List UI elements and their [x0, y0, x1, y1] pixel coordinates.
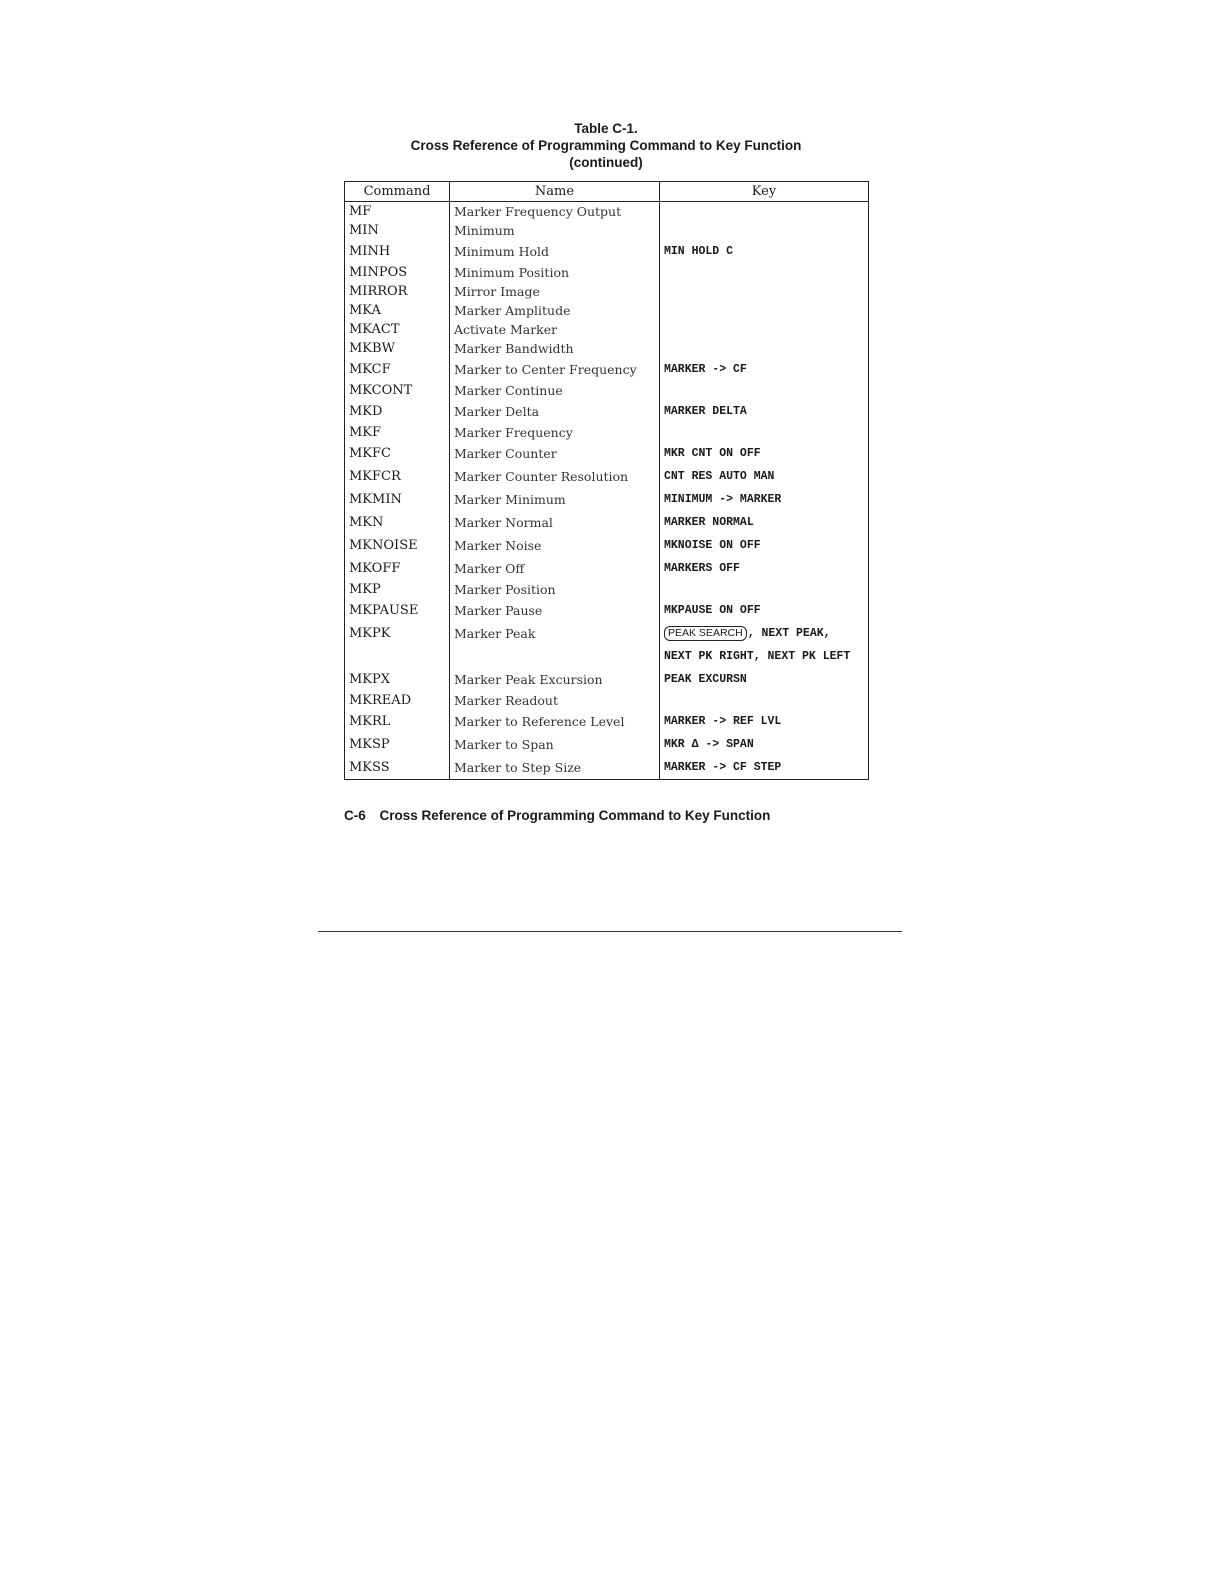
command-cell: MKREAD	[349, 693, 412, 708]
key-cell: MARKER -> CF	[660, 358, 869, 381]
table-row	[345, 423, 869, 442]
key-cell: PEAK EXCURSN	[660, 668, 869, 691]
table-row	[345, 645, 869, 668]
table-caption	[344, 120, 868, 171]
table-number: Table C-1.	[574, 121, 638, 136]
name-cell: Mirror Image	[450, 282, 660, 301]
command-cell: MKA	[349, 303, 381, 318]
key-cell	[660, 282, 869, 301]
table-row	[345, 202, 869, 222]
key-cell: MIN HOLD C	[660, 240, 869, 263]
name-cell: Marker to Center Frequency	[450, 358, 660, 381]
key-cell	[660, 423, 869, 442]
key-cell: MARKER DELTA	[660, 400, 869, 423]
name-cell	[450, 645, 660, 668]
name-cell: Marker Peak	[450, 622, 660, 645]
key-cell: MKR CNT ON OFF	[660, 442, 869, 465]
key-cell-text: , NEXT PEAK,	[747, 627, 831, 640]
key-cell	[660, 622, 869, 645]
name-cell: Marker Readout	[450, 691, 660, 710]
name-cell: Marker Continue	[450, 381, 660, 400]
column-header-command: Command	[345, 182, 450, 202]
name-cell: Minimum Position	[450, 263, 660, 282]
table-row	[345, 263, 869, 282]
key-cell: MARKERS OFF	[660, 557, 869, 580]
table-row	[345, 381, 869, 400]
key-cell	[660, 580, 869, 599]
name-cell: Marker to Span	[450, 733, 660, 756]
key-cell: MINIMUM -> MARKER	[660, 488, 869, 511]
table-row	[345, 339, 869, 358]
name-cell: Marker Frequency Output	[450, 202, 660, 222]
name-cell: Marker Delta	[450, 400, 660, 423]
command-cell: MKD	[349, 404, 383, 419]
name-cell: Marker Frequency	[450, 423, 660, 442]
table-row	[345, 320, 869, 339]
command-cell: MKPAUSE	[349, 603, 419, 618]
key-cell: MKPAUSE ON OFF	[660, 599, 869, 622]
name-cell: Marker Noise	[450, 534, 660, 557]
key-cell	[660, 320, 869, 339]
key-cell	[660, 339, 869, 358]
key-cell: MKNOISE ON OFF	[660, 534, 869, 557]
command-cell: MKACT	[349, 322, 400, 337]
command-cell: MKCF	[349, 362, 391, 377]
command-cell: MIRROR	[349, 284, 408, 299]
name-cell: Marker Pause	[450, 599, 660, 622]
table-row	[345, 301, 869, 320]
command-cell: MKN	[349, 515, 384, 530]
name-cell: Marker Position	[450, 580, 660, 599]
page-footer	[344, 808, 770, 823]
column-header-key: Key	[660, 182, 869, 202]
table-row	[345, 400, 869, 423]
name-cell: Activate Marker	[450, 320, 660, 339]
key-cell	[660, 301, 869, 320]
name-cell: Marker to Reference Level	[450, 710, 660, 733]
table-row	[345, 557, 869, 580]
table-row	[345, 710, 869, 733]
key-cell	[660, 221, 869, 240]
name-cell: Marker to Step Size	[450, 756, 660, 780]
column-header-name: Name	[450, 182, 660, 202]
key-cell	[660, 381, 869, 400]
horizontal-rule	[318, 931, 902, 932]
command-cell: MKCONT	[349, 383, 413, 398]
command-cell: MINPOS	[349, 265, 408, 280]
key-cell: CNT RES AUTO MAN	[660, 465, 869, 488]
command-cell: MKF	[349, 425, 382, 440]
command-cell: MKSS	[349, 760, 390, 775]
table-row	[345, 622, 869, 645]
command-cell: MKNOISE	[349, 538, 418, 553]
cross-reference-table	[344, 181, 869, 780]
name-cell: Marker Bandwidth	[450, 339, 660, 358]
command-cell	[345, 645, 450, 668]
name-cell: Marker Counter	[450, 442, 660, 465]
table-row	[345, 442, 869, 465]
command-cell: MKP	[349, 582, 381, 597]
key-cell	[660, 691, 869, 710]
key-cell	[660, 202, 869, 222]
command-cell: MF	[349, 204, 372, 219]
key-cell: MARKER NORMAL	[660, 511, 869, 534]
command-cell: MKFCR	[349, 469, 401, 484]
table-continued: (continued)	[569, 155, 643, 170]
table-row	[345, 282, 869, 301]
key-cell: MARKER -> REF LVL	[660, 710, 869, 733]
name-cell: Marker Counter Resolution	[450, 465, 660, 488]
table-row	[345, 691, 869, 710]
peak-search-hardkey: PEAK SEARCH	[664, 626, 747, 641]
command-cell: MKOFF	[349, 561, 401, 576]
command-cell: MKMIN	[349, 492, 402, 507]
table-row	[345, 668, 869, 691]
key-cell: MKR Δ -> SPAN	[660, 733, 869, 756]
command-cell: MIN	[349, 223, 379, 238]
table-row	[345, 580, 869, 599]
name-cell: Minimum Hold	[450, 240, 660, 263]
table-row	[345, 358, 869, 381]
table-row	[345, 599, 869, 622]
name-cell: Marker Amplitude	[450, 301, 660, 320]
table-row	[345, 511, 869, 534]
command-cell: MKBW	[349, 341, 395, 356]
footer-title: Cross Reference of Programming Command to Key Function	[379, 808, 771, 823]
command-cell: MKRL	[349, 714, 391, 729]
table-row	[345, 465, 869, 488]
name-cell: Minimum	[450, 221, 660, 240]
key-cell: MARKER -> CF STEP	[660, 756, 869, 780]
command-cell: MKPX	[349, 672, 391, 687]
table-title: Cross Reference of Programming Command to Key Function	[410, 138, 802, 153]
table-row	[345, 488, 869, 511]
table-row	[345, 733, 869, 756]
command-cell: MKPK	[349, 626, 391, 641]
name-cell: Marker Normal	[450, 511, 660, 534]
name-cell: Marker Minimum	[450, 488, 660, 511]
key-cell	[660, 263, 869, 282]
key-cell: NEXT PK RIGHT, NEXT PK LEFT	[660, 645, 869, 668]
table-row	[345, 756, 869, 780]
table-row	[345, 534, 869, 557]
command-cell: MINH	[349, 244, 391, 259]
name-cell: Marker Peak Excursion	[450, 668, 660, 691]
table-row	[345, 221, 869, 240]
name-cell: Marker Off	[450, 557, 660, 580]
page-number: C-6	[344, 808, 366, 823]
command-cell: MKFC	[349, 446, 391, 461]
table-row	[345, 240, 869, 263]
header-row	[345, 182, 869, 202]
command-cell: MKSP	[349, 737, 390, 752]
